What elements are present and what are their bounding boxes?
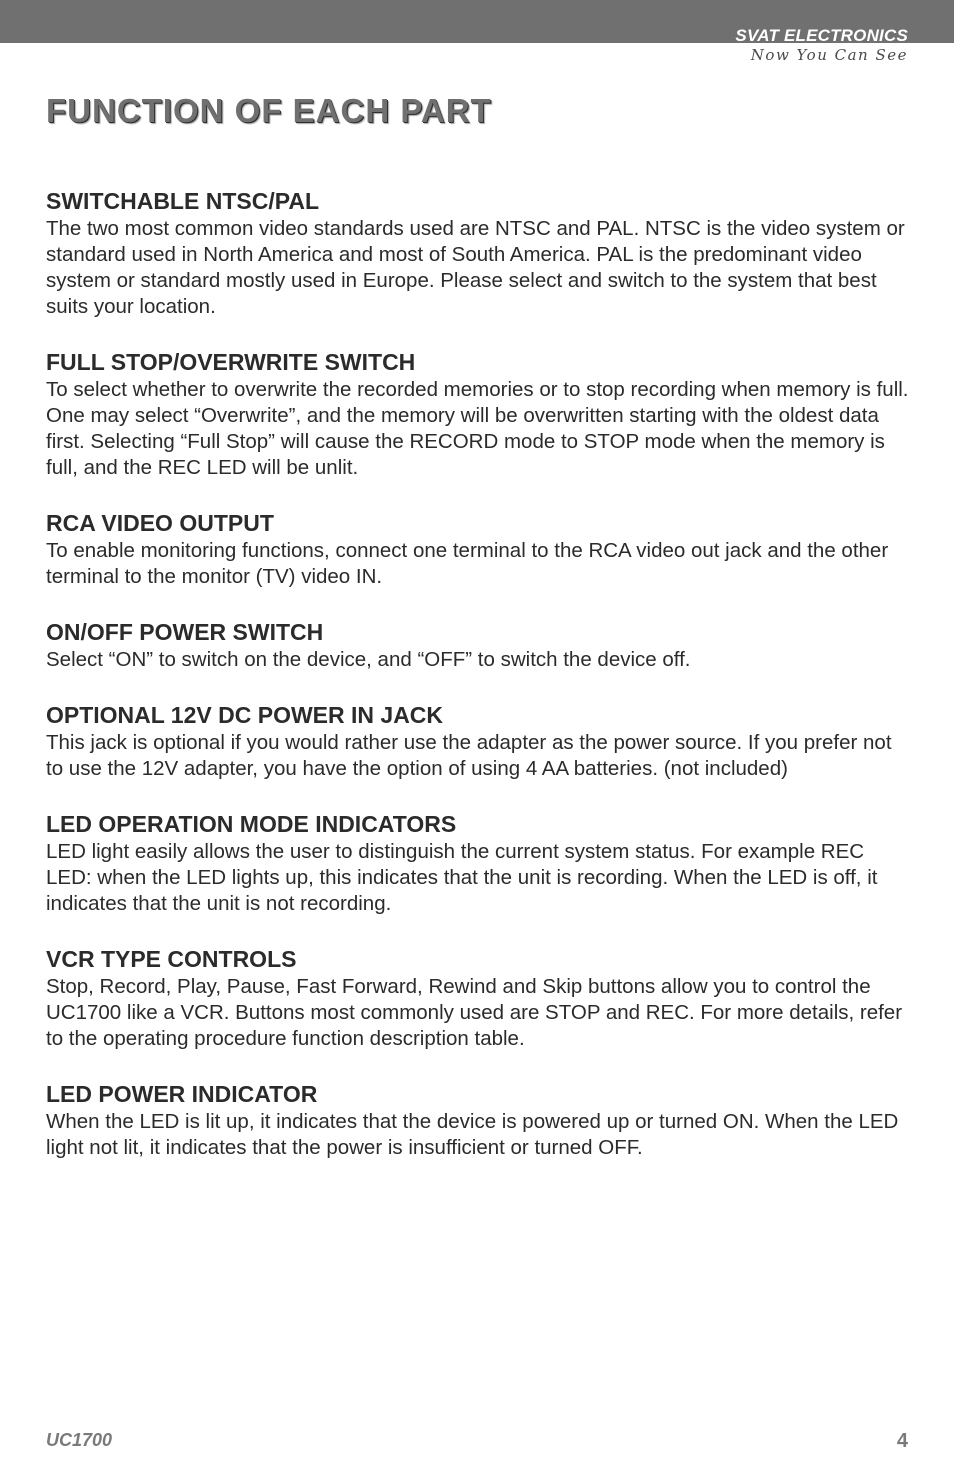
brand-tagline: Now You Can See: [750, 46, 908, 64]
section-body: Stop, Record, Play, Pause, Fast Forward, Rewind and Skip buttons allow you to control the UC1700 like a VCR. Buttons most commonly used are STOP and REC. For more details, refer to the operating procedure function description table.: [46, 975, 903, 1050]
section-body: To enable monitoring functions, connect one terminal to the RCA video out jack and the other terminal to the monitor (TV) video IN.: [46, 539, 889, 588]
footer-model: UC1700: [46, 1430, 113, 1450]
section-title: LED OPERATION MODE INDICATORS: [46, 811, 457, 837]
section-full-stop-overwrite-switch: [46, 347, 912, 481]
section-body: Select “ON” to switch on the device, and “OFF” to switch the device off.: [46, 648, 691, 671]
section-optional-12v-dc-power-in-jack: [46, 700, 912, 782]
section-switchable-ntsc-pal: [46, 186, 912, 320]
section-title: RCA VIDEO OUTPUT: [46, 510, 274, 536]
section-rca-video-output: [46, 508, 912, 590]
section-title: VCR TYPE CONTROLS: [46, 946, 297, 972]
sections-list: [46, 186, 912, 1188]
section-led-power-indicator: [46, 1079, 912, 1161]
section-title: LED POWER INDICATOR: [46, 1081, 318, 1107]
section-body: This jack is optional if you would rather use the adapter as the power source. If you prefer not to use the 12V adapter, you have the option of using 4 AA batteries. (not included): [46, 731, 892, 780]
section-body: To select whether to overwrite the recorded memories or to stop recording when memory is full. One may select “Overwrite”, and the memory will be overwritten starting with the oldest data first. Selecting “Full Stop” will cause the RECORD mode to STOP mode when the memory is full, and the REC LED will be unlit.: [46, 378, 909, 479]
page-title: FUNCTION OF EACH PART: [46, 92, 492, 129]
section-title: FULL STOP/OVERWRITE SWITCH: [46, 349, 416, 375]
section-led-operation-mode-indicators: [46, 809, 912, 917]
section-body: The two most common video standards used are NTSC and PAL. NTSC is the video system or standard used in North America and most of South America. PAL is the predominant video system or standard mostly used in Europe. Please select and switch to the system that best suits your location.: [46, 217, 905, 318]
section-on-off-power-switch: [46, 617, 912, 673]
brand-block: [735, 26, 908, 64]
brand-name: SVAT ELECTRONICS: [735, 26, 908, 45]
section-vcr-type-controls: [46, 944, 912, 1052]
section-body: LED light easily allows the user to distinguish the current system status. For example REC LED: when the LED lights up, this indicates that the unit is recording. When the LED is off, it indicates that the unit is not recording.: [46, 840, 878, 915]
section-body: When the LED is lit up, it indicates that the device is powered up or turned ON. When the LED light not lit, it indicates that the power is insufficient or turned OFF.: [46, 1110, 899, 1159]
section-title: OPTIONAL 12V DC POWER IN JACK: [46, 702, 444, 728]
section-title: ON/OFF POWER SWITCH: [46, 619, 324, 645]
page-number: 4: [896, 1430, 908, 1452]
section-title: SWITCHABLE NTSC/PAL: [46, 188, 320, 214]
